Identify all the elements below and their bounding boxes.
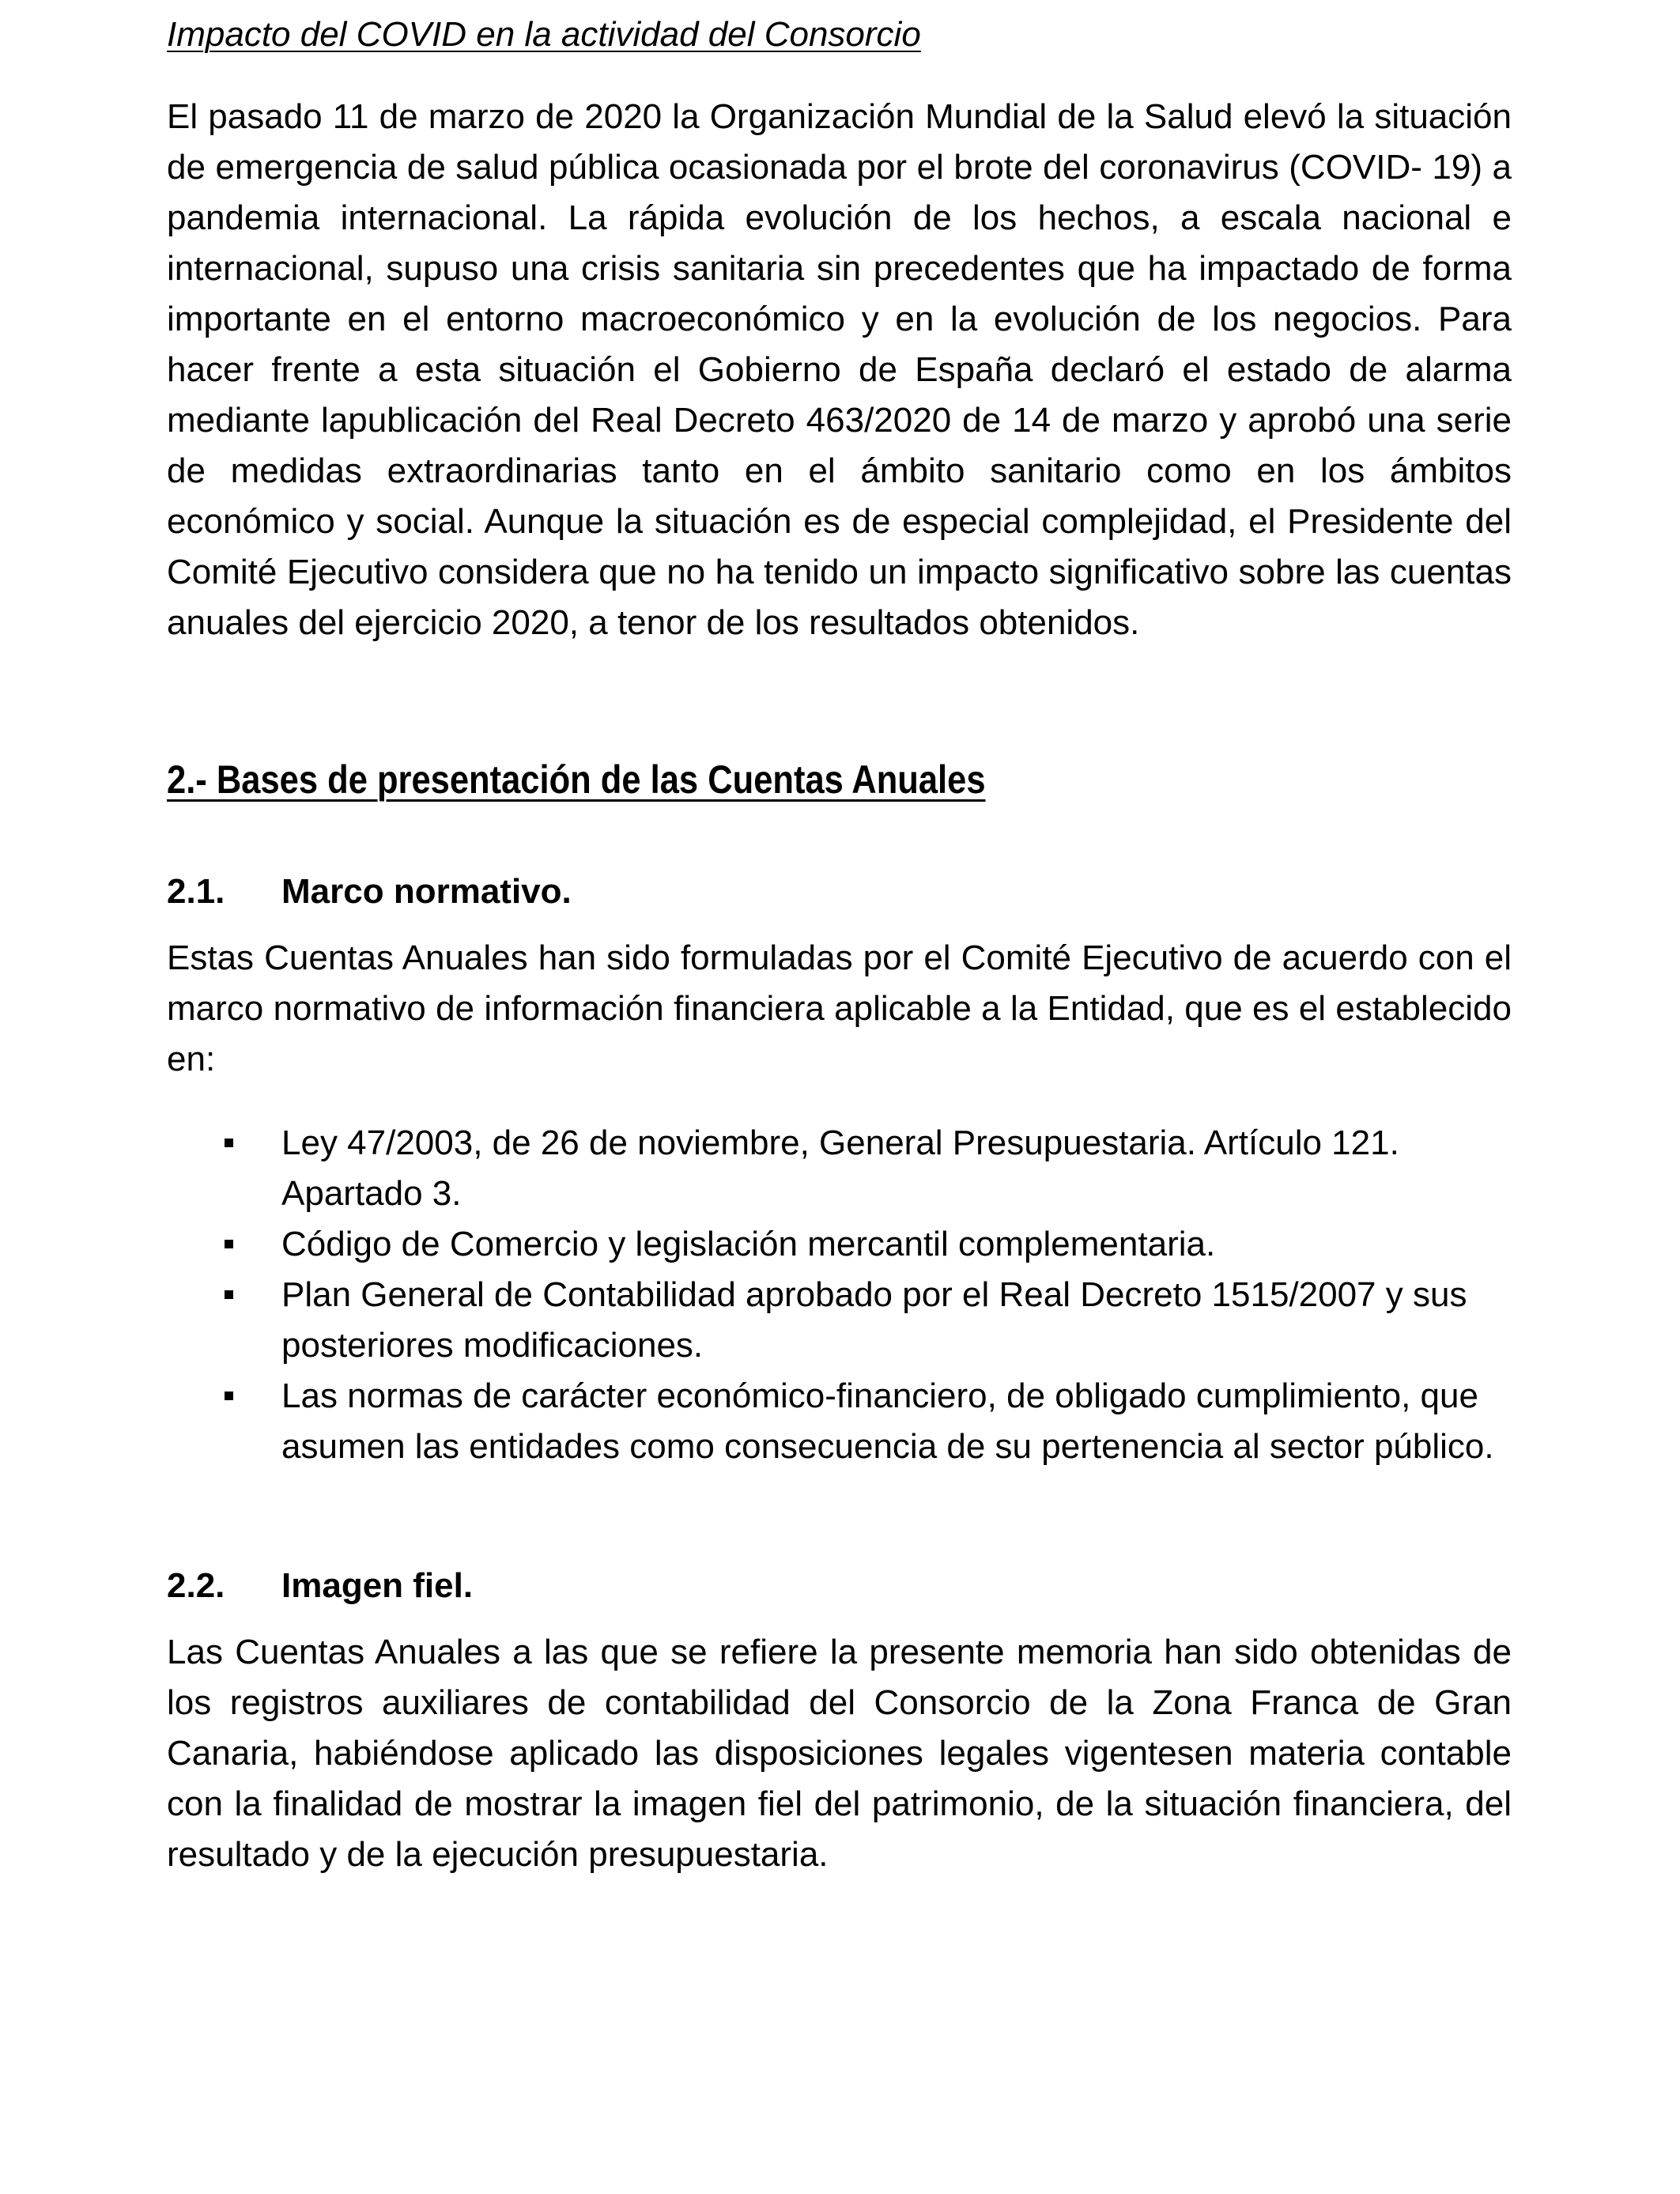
covid-impact-paragraph: El pasado 11 de marzo de 2020 la Organización Mundial de la Salud elevó la situación de emergencia de salud pública ocasionada por el brote del coronavirus (COVID- 19) a pandemia internacional. La rápida evolución de los hechos, a escala nacional e internacional, supuso una crisis sanitaria sin precedentes que ha impactado de forma importante en el entorno macroeconómico y en la evolución de los negocios. Para hacer frente a esta situación el Gobierno de España declaró el estado de alarma mediante lapublicación del Real Decreto 463/2020 de 14 de marzo y aprobó una serie de medidas extraordinarias tanto en el ámbito sanitario como en los ámbitos económico y social. Aunque la situación es de especial complejidad, el Presidente del Comité Ejecutivo considera que no ha tenido un impacto significativo sobre las cuentas anuales del ejercicio 2020, a tenor de los resultados obtenidos. (167, 97, 1512, 642)
subsection-number: 2.1. (167, 872, 225, 911)
square-bullet-icon (225, 1290, 233, 1299)
covid-impact-subtitle: Impacto del COVID en la actividad del Consorcio (167, 15, 921, 54)
section-title: 2.- Bases de presentación de las Cuentas Anuales (167, 757, 986, 802)
list-item (167, 1371, 1512, 1472)
list-item-text: Las normas de carácter económico-financiero, de obligado cumplimiento, que asumen las entidades como consecuencia de su pertenencia al sector público. (281, 1376, 1494, 1466)
subsection-heading-marco-normativo (167, 867, 1512, 917)
list-item-text: Plan General de Contabilidad aprobado por el Real Decreto 1515/2007 y sus posteriores modificaciones. (281, 1275, 1467, 1365)
list-item-text: Ley 47/2003, de 26 de noviembre, General Presupuestaria. Artículo 121. Apartado 3. (281, 1123, 1399, 1213)
list-item (167, 1270, 1512, 1371)
subsection-heading-imagen-fiel (167, 1561, 1512, 1611)
list-item (167, 1118, 1512, 1219)
list-item-text: Código de Comercio y legislación mercantil complementaria. (281, 1225, 1216, 1263)
subsection-title: Marco normativo. (281, 872, 572, 911)
imagen-fiel-paragraph: Las Cuentas Anuales a las que se refiere la presente memoria han sido obtenidas de los registros auxiliares de contabilidad del Consorcio de la Zona Franca de Gran Canaria, habiéndose aplicado las disposiciones legales vigentesen materia contable con la finalidad de mostrar la imagen fiel del patrimonio, de la situación financiera, del resultado y de la ejecución presupuestaria. (167, 1633, 1512, 1874)
regulation-list (167, 1118, 1512, 1472)
square-bullet-icon (225, 1392, 233, 1400)
subsection-title: Imagen fiel. (281, 1566, 474, 1605)
subsection-number: 2.2. (167, 1566, 225, 1605)
square-bullet-icon (225, 1139, 233, 1147)
square-bullet-icon (225, 1240, 233, 1248)
marco-normativo-intro: Estas Cuentas Anuales han sido formuladas por el Comité Ejecutivo de acuerdo con el marco normativo de información financiera aplicable a la Entidad, que es el establecido en: (167, 938, 1512, 1078)
list-item (167, 1219, 1512, 1270)
document-content (167, 9, 1512, 1880)
